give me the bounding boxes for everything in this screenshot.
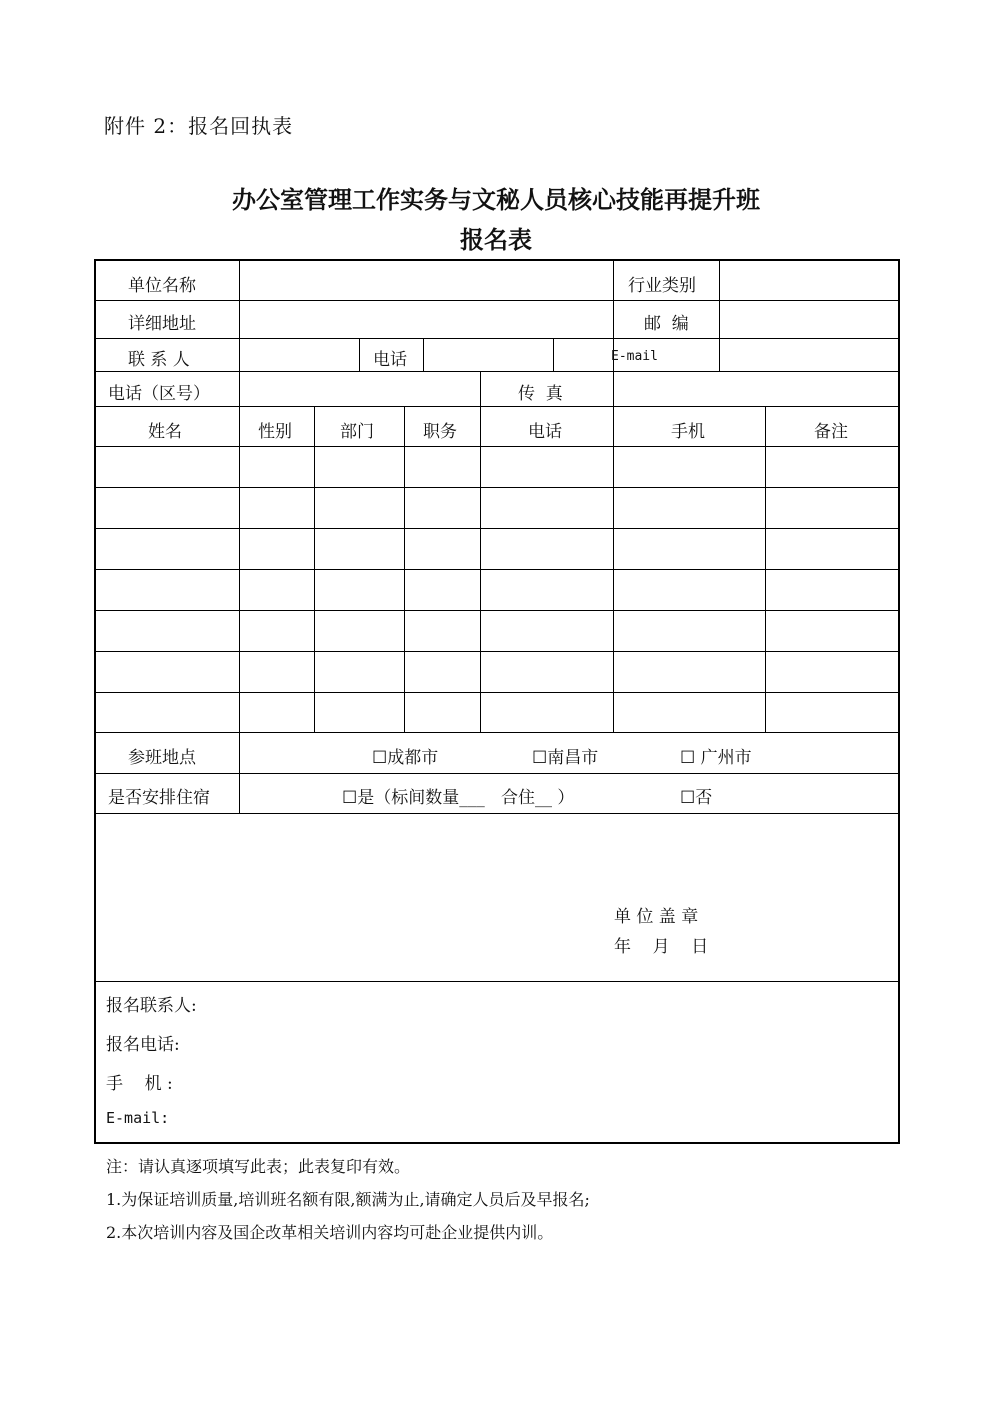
note-general: 注：请认真逐项填写此表；此表复印有效。 xyxy=(106,1157,411,1176)
row-divider xyxy=(96,371,900,372)
fax-field[interactable] xyxy=(616,373,898,404)
col-header-name: 姓名 xyxy=(148,422,182,442)
lodging-label: 是否安排住宿 xyxy=(108,788,210,808)
participant-row[interactable] xyxy=(96,612,900,650)
col-header-mobile: 手机 xyxy=(671,422,705,442)
address-label: 详细地址 xyxy=(128,314,196,334)
lodging-no-option[interactable]: ☐否 xyxy=(680,788,713,808)
area-phone-label: 电话（区号） xyxy=(108,384,210,404)
row-divider xyxy=(96,732,900,733)
registration-form xyxy=(94,259,900,1144)
participant-row[interactable] xyxy=(96,653,900,691)
col-divider xyxy=(423,338,424,371)
reg-mobile-label: 手 机 : xyxy=(106,1074,173,1094)
industry-label: 行业类别 xyxy=(628,276,696,296)
form-title: 办公室管理工作实务与文秘人员核心技能再提升班 xyxy=(232,185,760,214)
col-divider xyxy=(719,261,720,338)
unit-name-label: 单位名称 xyxy=(128,276,196,296)
col-header-position: 职务 xyxy=(423,422,457,442)
row-divider xyxy=(96,981,900,982)
col-header-phone: 电话 xyxy=(528,422,562,442)
row-divider xyxy=(96,651,900,652)
contact-label: 联 系 人 xyxy=(128,350,190,370)
area-phone-field[interactable] xyxy=(242,373,478,404)
row-divider xyxy=(96,773,900,774)
reg-email-label: E-mail: xyxy=(106,1109,170,1127)
participant-row[interactable] xyxy=(96,489,900,527)
seal-label: 单 位 盖 章 xyxy=(614,907,699,927)
participant-row[interactable] xyxy=(96,448,900,486)
row-divider xyxy=(96,338,900,339)
industry-field[interactable] xyxy=(722,263,898,298)
row-divider xyxy=(96,692,900,693)
postcode-label: 邮 编 xyxy=(644,314,689,334)
location-label: 参班地点 xyxy=(128,748,196,768)
email-label: E-mail xyxy=(611,349,658,364)
row-divider xyxy=(96,528,900,529)
row-divider xyxy=(96,300,900,301)
lodging-yes-option[interactable]: ☐是（标间数量___ 合住__ ） xyxy=(342,788,575,808)
location-option-guangzhou[interactable]: ☐ 广州市 xyxy=(680,748,752,768)
row-divider xyxy=(96,569,900,570)
participant-row[interactable] xyxy=(96,694,900,731)
col-divider xyxy=(480,371,481,406)
row-divider xyxy=(96,406,900,407)
reg-phone-label: 报名电话: xyxy=(106,1035,180,1055)
location-option-chengdu[interactable]: ☐成都市 xyxy=(372,748,439,768)
phone-field[interactable] xyxy=(426,340,551,369)
reg-contact-label: 报名联系人: xyxy=(106,996,197,1016)
col-divider xyxy=(553,338,554,371)
col-header-gender: 性别 xyxy=(258,422,292,442)
row-divider xyxy=(96,610,900,611)
col-header-department: 部门 xyxy=(340,422,374,442)
attachment-label: 附件 2：报名回执表 xyxy=(104,114,294,138)
row-divider xyxy=(96,446,900,447)
participant-row[interactable] xyxy=(96,530,900,568)
date-label: 年 月 日 xyxy=(614,937,709,957)
email-field[interactable] xyxy=(722,340,898,369)
note-2: 2.本次培训内容及国企改革相关培训内容均可赴企业提供内训。 xyxy=(106,1223,554,1242)
participant-row[interactable] xyxy=(96,571,900,609)
note-1: 1.为保证培训质量,培训班名额有限,额满为止,请确定人员后及早报名; xyxy=(106,1190,590,1209)
address-field[interactable] xyxy=(242,302,610,336)
fax-label: 传 真 xyxy=(518,384,563,404)
location-option-nanchang[interactable]: ☐南昌市 xyxy=(532,748,599,768)
row-divider xyxy=(96,487,900,488)
col-divider xyxy=(359,338,360,371)
row-divider xyxy=(96,813,900,814)
col-header-remarks: 备注 xyxy=(814,422,848,442)
form-subtitle: 报名表 xyxy=(460,225,532,254)
phone-label: 电话 xyxy=(373,350,407,370)
unit-name-field[interactable] xyxy=(242,263,610,298)
col-divider xyxy=(719,338,720,371)
postcode-field[interactable] xyxy=(722,302,898,336)
contact-field[interactable] xyxy=(242,340,357,369)
